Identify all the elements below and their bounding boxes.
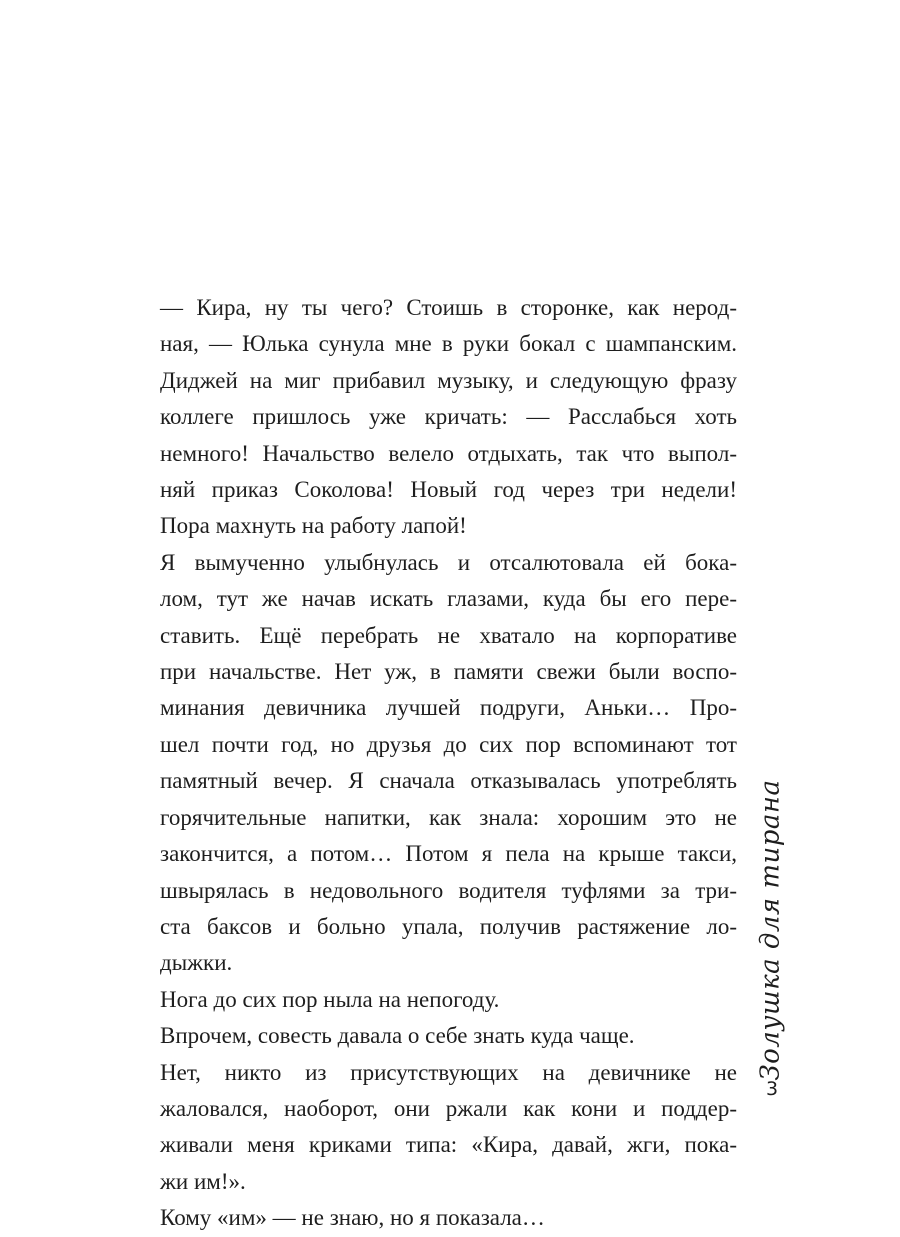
text-line: при начальстве. Нет уж, в памяти свежи были воспо- bbox=[160, 659, 737, 685]
paragraph-3 bbox=[130, 982, 737, 1018]
body-text bbox=[130, 290, 737, 1237]
paragraph-5 bbox=[130, 1055, 737, 1201]
text-line: живали меня криками типа: «Кира, давай, жги, пока- bbox=[160, 1132, 737, 1158]
text-line: Я вымученно улыбнулась и отсалютовала ей бока- bbox=[160, 549, 737, 575]
text-line: ста баксов и больно упала, получив растяжение ло- bbox=[160, 913, 737, 939]
text-line: горячительные напитки, как знала: хорошим это не bbox=[160, 804, 737, 830]
text-line: немного! Начальство велело отдыхать, так что выпол- bbox=[160, 440, 737, 466]
text-line: Кому «им» — не знаю, но я показала… bbox=[160, 1205, 545, 1231]
text-line: ставить. Ещё перебрать не хватало на корпоративе bbox=[160, 622, 737, 648]
paragraph-6 bbox=[130, 1200, 737, 1236]
running-title bbox=[745, 779, 797, 1081]
text-line: Диджей на миг прибавил музыку, и следующую фразу bbox=[160, 367, 737, 393]
text-line: жи им!». bbox=[160, 1168, 246, 1194]
text-line: ная, — Юлька сунула мне в руки бокал с шампанским. bbox=[160, 331, 737, 357]
text-line: Нога до сих пор ныла на непогоду. bbox=[160, 986, 500, 1012]
text-line: лом, тут же начав искать глазами, куда бы его пере- bbox=[160, 586, 737, 612]
text-line: Нет, никто из присутствующих на девичнике не bbox=[160, 1059, 737, 1085]
paragraph-2 bbox=[130, 545, 737, 982]
text-line: Пора махнуть на работу лапой! bbox=[160, 513, 467, 539]
page-number: 3 bbox=[765, 1078, 779, 1100]
text-line: закончится, а потом… Потом я пела на крыше такси, bbox=[160, 841, 737, 867]
text-line: няй приказ Соколова! Новый год через три недели! bbox=[160, 477, 737, 503]
text-line: памятный вечер. Я сначала отказывалась употреблять bbox=[160, 768, 737, 794]
text-line: дыжки. bbox=[160, 950, 233, 976]
text-line: — Кира, ну ты чего? Стоишь в сторонке, как нерод- bbox=[160, 295, 737, 320]
text-line: швырялась в недовольного водителя туфлями за три- bbox=[160, 877, 737, 903]
text-line: Впрочем, совесть давала о себе знать куда чаще. bbox=[160, 1023, 635, 1049]
text-line: жаловался, наоборот, они ржали как кони и поддер- bbox=[160, 1095, 737, 1121]
text-line: коллеге пришлось уже кричать: — Расслабься хоть bbox=[160, 404, 737, 430]
text-line: шел почти год, но друзья до сих пор вспоминают тот bbox=[160, 731, 737, 757]
paragraph-4 bbox=[130, 1018, 737, 1054]
paragraph-1 bbox=[130, 290, 737, 545]
running-title-text: Золушка для тирана bbox=[756, 779, 786, 1081]
text-line: минания девичника лучшей подруги, Аньки… Про- bbox=[160, 695, 737, 721]
